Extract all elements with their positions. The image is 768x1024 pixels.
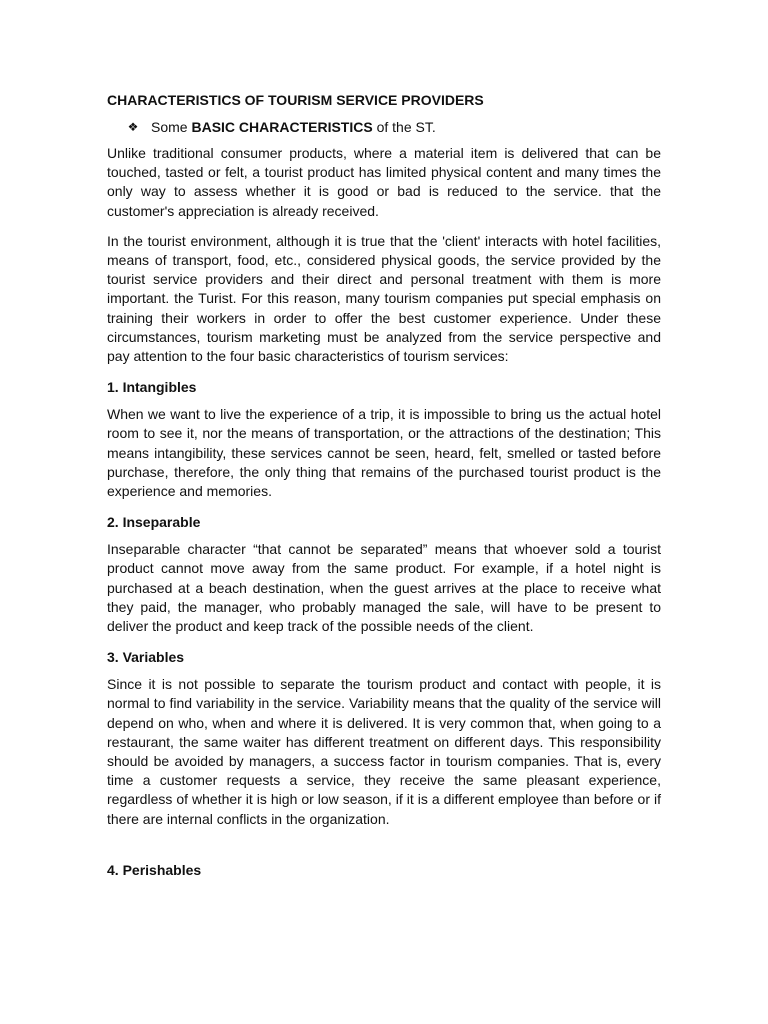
diamond-bullet-icon: ❖ [127,120,139,134]
section-text-intangibles: When we want to live the experience of a trip, it is impossible to bring us the actual hotel room to see it, nor the means of transportation, or the attractions of the destination; This means intangibility, these services cannot be seen, heard, felt, smelled or tasted before purchase, therefore, the only thing that remains of the purchased tourist product is the experience and memories. [107,406,661,500]
bullet-prefix: Some [151,119,192,135]
section-heading-inseparable: 2. Inseparable [107,514,201,531]
intro-paragraph-2: In the tourist environment, although it is true that the 'client' interacts with hotel facilities, means of transport, food, etc., considered physical goods, the service provided by the tourist service providers and their direct and personal treatment with them is more important. the Turist. For this reason, many tourism companies put special emphasis on training their workers in order to offer the best customer experience. Under these circumstances, tourism marketing must be analyzed from the service perspective and pay attention to the four basic characteristics of tourism services: [107,232,661,365]
section-text-inseparable: Inseparable character “that cannot be separated” means that whoever sold a tourist product cannot move away from the same product. For example, if a hotel night is purchased at a beach destination, when the guest arrives at the place to receive what they paid, the manager, who probably managed the sale, will have to be present to deliver the product and keep track of the possible needs of the client. [107,541,661,635]
section-heading-intangibles: 1. Intangibles [107,379,197,396]
bullet-suffix: of the ST. [372,119,436,135]
bullet-emphasis: BASIC CHARACTERISTICS [191,119,373,135]
section-text-variables: Since it is not possible to separate the tourism product and contact with people, it is normal to find variability in the service. Variability means that the quality of the service will depend on who, when and where it is delivered. It is very common that, when going to a restaurant, the same waiter has different treatment on different days. This responsibility should be avoided by managers, a success factor in tourism companies. That is, every time a customer requests a service, they receive the same pleasant experience, regardless of whether it is high or low season, if it is a different employee than before or if there are internal conflicts in the organization. [107,676,661,827]
intro-paragraph-1: Unlike traditional consumer products, where a material item is delivered that can be touched, tasted or felt, a tourist product has limited physical content and many times the only way to assess whether it is good or bad is reduced to the service. that the customer's appreciation is already received. [107,145,661,219]
blank-line [107,840,661,860]
document-title: CHARACTERISTICS OF TOURISM SERVICE PROVIDERS [107,92,484,108]
section-heading-variables: 3. Variables [107,649,185,666]
section-heading-perishables: 4. Perishables [107,861,202,878]
bullet-item [125,117,661,137]
document-page [107,90,661,888]
